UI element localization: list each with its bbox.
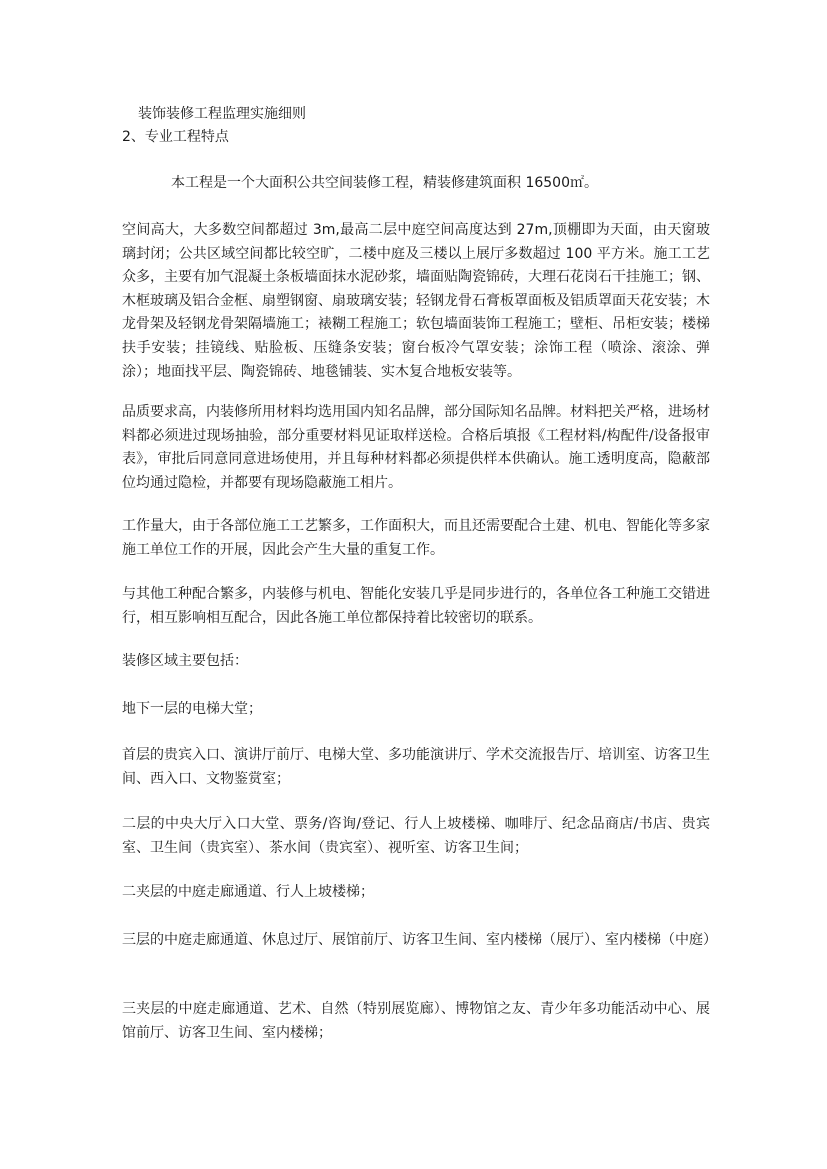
paragraph-space-and-craft: 空间高大，大多数空间都超过 3m,最高二层中庭空间高度达到 27m,顶棚即为天面，由天窗玻璃封闭；公共区域空间都比较空旷，二楼中庭及三楼以上展厅多数超过 100 平方米。施工工艺众多，主要有加气混凝土条板墙面抹水泥砂浆，墙面贴陶瓷锦砖，大理石花岗石干挂施工；钢、木框玻璃及铝合金框、扇塑钢窗、扇玻璃安装；轻钢龙骨石膏板罩面板及铝质罩面天花安装；木龙骨架及轻钢龙骨架隔墙施工；裱糊工程施工；软包墙面装饰工程施工；壁柜、吊柜安装；楼梯扶手安装；挂镜线、贴脸板、压缝条安装；窗台板冷气罩安装；涂饰工程（喷涂、滚涂、弹涂）；地面找平层、陶瓷锦砖、地毯铺装、实木复合地板安装等。	[122, 222, 710, 380]
paragraph-quality: 品质要求高，内装修所用材料均选用国内知名品牌，部分国际知名品牌。材料把关严格，进场材料都必须进过现场抽验，部分重要材料见证取样送检。合格后填报《工程材料/构配件/设备报审表》，审批后同意同意进场使用，并且每种材料都必须提供样本供确认。施工透明度高，隐蔽部位均通过隐检，并都要有现场隐蔽施工相片。	[122, 404, 710, 491]
section-heading: 2、专业工程特点	[122, 129, 229, 145]
list-item-third-mezzanine: 三夹层的中庭走廊通道、艺术、自然（特别展览廊）、博物馆之友、青少年多功能活动中心、展馆前厅、访客卫生间、室内楼梯；	[122, 1001, 710, 1041]
list-item-basement: 地下一层的电梯大堂；	[122, 701, 262, 717]
list-item-third-floor: 三层的中庭走廊通道、休息过厅、展馆前厅、访客卫生间、室内楼梯（展厅）、室内楼梯（中庭）	[122, 932, 717, 948]
document-title: 装饰装修工程监理实施细则	[138, 106, 306, 122]
list-item-second-mezzanine: 二夹层的中庭走廊通道、行人上坡楼梯；	[122, 884, 374, 900]
paragraph-areas-intro: 装修区域主要包括：	[122, 653, 248, 669]
paragraph-intro: 本工程是一个大面积公共空间装修工程，精装修建筑面积 16500㎡。	[171, 175, 598, 191]
paragraph-workload: 工作量大，由于各部位施工工艺繁多，工作面积大，而且还需要配合土建、机电、智能化等多家施工单位工作的开展，因此会产生大量的重复工作。	[122, 518, 710, 558]
list-item-second-floor: 二层的中央大厅入口大堂、票务/咨询/登记、行人上坡楼梯、咖啡厅、纪念品商店/书店、贵宾室、卫生间（贵宾室）、茶水间（贵宾室）、视听室、访客卫生间；	[122, 816, 710, 856]
list-item-first-floor: 首层的贵宾入口、演讲厅前厅、电梯大堂、多功能演讲厅、学术交流报告厅、培训室、访客卫生间、西入口、文物鉴赏室；	[122, 747, 710, 787]
paragraph-coordination: 与其他工种配合繁多，内装修与机电、智能化安装几乎是同步进行的，各单位各工种施工交错进行，相互影响相互配合，因此各施工单位都保持着比较密切的联系。	[122, 586, 710, 626]
